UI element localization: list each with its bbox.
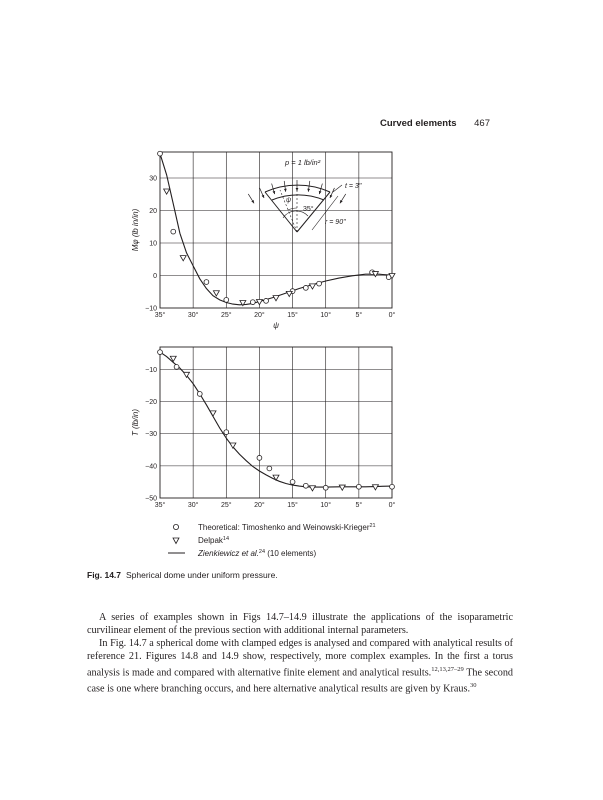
data-point-triangle <box>339 485 345 490</box>
data-point-circle <box>224 430 229 435</box>
data-point-triangle <box>164 189 170 194</box>
data-point-circle <box>224 297 229 302</box>
x-tick-label: 0° <box>388 312 396 319</box>
x-tick-label: 10° <box>320 312 332 319</box>
data-point-circle <box>158 151 163 156</box>
plot-frame <box>160 152 392 308</box>
chart-thrust <box>131 347 396 509</box>
y-axis-label: T (lb/in) <box>131 408 140 437</box>
x-tick-label: 20° <box>254 502 265 509</box>
data-point-triangle <box>184 372 190 377</box>
data-point-circle <box>390 484 395 489</box>
y-tick-label: −20 <box>145 399 157 407</box>
x-tick-label: 35° <box>154 502 166 509</box>
radius-label: r = 90" <box>325 219 346 226</box>
dome-left-edge <box>265 192 297 232</box>
legend-zienkiewicz: Zienkiewicz et al.$^{24}$ (10 elements) <box>198 549 317 558</box>
caption-label: Fig. 14.7 <box>87 570 122 580</box>
thickness-label: t = 3" <box>345 183 362 190</box>
data-point-circle <box>257 455 262 460</box>
legend <box>168 523 376 558</box>
data-point-circle <box>171 229 176 234</box>
data-point-triangle <box>213 291 219 296</box>
running-header <box>380 118 490 129</box>
caption-text: Spherical dome under uniform pressure. <box>126 570 278 580</box>
x-tick-label: 30° <box>187 502 199 509</box>
figure-caption <box>87 570 507 580</box>
data-point-circle <box>303 285 308 290</box>
y-tick-label: −50 <box>145 495 157 503</box>
y-tick-label: 20 <box>149 208 157 215</box>
paragraph: A series of examples shown in Figs 14.7–14.9 illustrate the applications of the isoparametric curvilinear element of the previous section with additional internal parameters. <box>87 612 513 636</box>
x-tick-label: 15° <box>287 312 298 319</box>
running-header-section: Curved elements <box>380 118 457 129</box>
data-point-triangle <box>286 291 292 296</box>
x-tick-label: 5° <box>355 312 363 319</box>
data-point-circle <box>290 480 295 485</box>
body-text <box>87 612 513 696</box>
data-point-circle <box>323 485 328 490</box>
page-number: 467 <box>474 118 490 129</box>
x-tick-label: 10° <box>320 502 332 509</box>
series-line <box>160 352 392 487</box>
y-tick-label: −30 <box>145 431 157 439</box>
y-tick-label: −40 <box>145 463 157 471</box>
y-tick-label: 30 <box>149 175 157 183</box>
data-point-circle <box>264 298 269 303</box>
y-tick-label: 10 <box>149 240 157 248</box>
x-tick-label: 25° <box>220 312 232 319</box>
pressure-arrowhead <box>296 188 299 191</box>
x-tick-label: 30° <box>187 312 199 319</box>
x-axis-label: ψ <box>273 321 279 330</box>
x-tick-label: 15° <box>287 502 298 509</box>
x-tick-label: 35° <box>154 312 166 319</box>
data-point-circle <box>174 365 179 370</box>
y-axis-label: Mφ (lb in/in) <box>131 208 140 252</box>
dome-inner-arc <box>272 195 324 200</box>
data-point-circle <box>197 392 202 397</box>
figure-svg <box>120 140 420 580</box>
chart-moment <box>131 151 396 330</box>
data-point-triangle <box>372 485 378 490</box>
data-point-circle <box>317 281 322 286</box>
legend-triangle-marker <box>173 538 179 544</box>
x-tick-label: 5° <box>355 502 363 509</box>
data-point-triangle <box>309 486 315 491</box>
data-point-circle <box>267 466 272 471</box>
figure-14-7 <box>120 140 420 580</box>
data-point-circle <box>356 484 361 489</box>
psi-inset-label: ψ <box>286 197 292 204</box>
data-point-circle <box>250 300 255 305</box>
angle-label: 35° <box>303 206 314 213</box>
x-tick-label: 0° <box>388 502 396 509</box>
legend-theoretical: Theoretical: Timoshenko and Weinowski-Krieger$^{21}$ <box>198 523 376 532</box>
y-tick-label: −10 <box>145 366 157 374</box>
y-tick-label: 0 <box>153 273 157 280</box>
y-tick-label: −10 <box>145 305 157 313</box>
legend-delpak: Delpak$^{14}$ <box>198 536 230 545</box>
x-tick-label: 20° <box>254 312 265 319</box>
data-point-triangle <box>230 443 236 448</box>
data-point-triangle <box>273 296 279 301</box>
data-point-triangle <box>273 475 279 480</box>
data-point-circle <box>303 483 308 488</box>
series-line <box>160 154 392 305</box>
paragraph: In Fig. 14.7 a spherical dome with clamped edges is analysed and compared with analytical results of reference 21. Figures 14.8 and 14.9 show, respectively, more complex examples. In the first a torus analysis is made and compared with alternative finite element and analytical results.$^{12,13,27-29}$ The second case is one where branching occurs, and here alternative analytical results are given by Kraus.$^{30}$ <box>87 637 514 695</box>
data-point-circle <box>158 350 163 355</box>
x-tick-label: 25° <box>220 502 232 509</box>
data-point-triangle <box>309 284 315 289</box>
data-point-triangle <box>180 256 186 261</box>
data-point-circle <box>204 280 209 285</box>
legend-circle-marker <box>173 524 178 529</box>
pressure-label: p = 1 lb/in² <box>285 158 321 167</box>
